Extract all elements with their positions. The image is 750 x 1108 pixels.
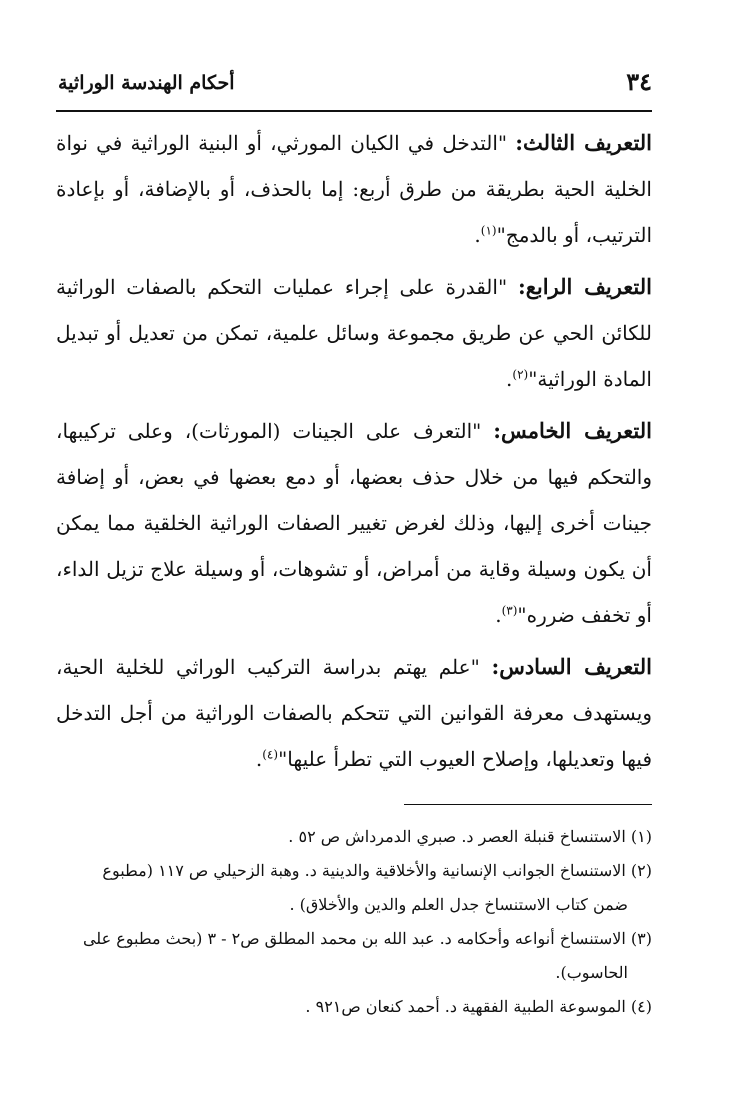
footnote-ref: (٢) <box>512 367 529 382</box>
definition-label: التعريف الثالث: <box>515 130 653 155</box>
footnote-3-continued: الحاسوب). <box>555 963 628 982</box>
definition-label: التعريف السادس: <box>491 654 652 679</box>
definition-text: "القدرة على إجراء عمليات التحكم بالصفات الوراثية للكائن الحي عن طريق مجموعة وسائل علمية، تمكن من تعديل أو تبديل المادة الوراثية" <box>56 275 652 391</box>
footnote-ref: (٤) <box>262 747 279 762</box>
header-divider <box>56 110 652 112</box>
footnote-2: (٢) الاستنساخ الجوانب الإنسانية والأخلاقية والدينية د. وهبة الزحيلي ص ١١٧ (مطبوع <box>102 861 652 880</box>
definition-label: التعريف الرابع: <box>517 274 652 299</box>
paragraph-end: . <box>474 223 481 247</box>
paragraph-end: . <box>506 367 513 391</box>
main-text <box>56 120 652 788</box>
running-header <box>58 66 652 102</box>
definition-5-paragraph <box>56 408 652 638</box>
definition-4-paragraph <box>56 264 652 402</box>
footnote-3: (٣) الاستنساخ أنواعه وأحكامه د. عبد الله بن محمد المطلق ص٢ - ٣ (بحث مطبوع على <box>82 929 652 948</box>
definition-text: "التعرف على الجينات (المورثات)، وعلى تركيبها، والتحكم فيها من خلال حذف بعضها، أو دمع بعضها في بعض، أو إضافة جينات أخرى إليها، وذلك لغرض تغيير الصفات الوراثية الخلقية مما يمكن أن يكون وسيلة وقاية من أمراض، أو تشوهات، أو وسيلة علاج تزيل الداء، أو تخفف ضرره" <box>56 419 652 627</box>
definition-text: "علم يهتم بدراسة التركيب الوراثي للخلية الحية، ويستهدف معرفة القوانين التي تتحكم بالصفات الوراثية من أجل التدخل فيها وتعديلها، وإصلاح العيوب التي تطرأ عليها" <box>56 655 652 771</box>
definition-label: التعريف الخامس: <box>493 418 652 443</box>
footnote-divider <box>404 804 652 805</box>
definition-3-paragraph <box>56 120 652 258</box>
running-title: أحكام الهندسة الوراثية <box>58 72 235 94</box>
footnote-1: (١) الاستنساخ قنبلة العصر د. صبري الدمرداش ص ٥٢ . <box>288 827 652 846</box>
footnote-4: (٤) الموسوعة الطبية الفقهية د. أحمد كنعان ص٩٢١ . <box>305 997 652 1016</box>
definition-text: "التدخل في الكيان المورثي، أو البنية الوراثية في نواة الخلية الحية بطريقة من طرق أربع: إما بالحذف، أو بالإضافة، أو بإعادة الترتيب، أو بالدمج" <box>56 131 652 247</box>
footnote-ref: (١) <box>480 223 497 238</box>
page-number: ٣٤ <box>626 67 652 96</box>
paragraph-end: . <box>255 747 263 771</box>
footnote-ref: (٣) <box>501 603 518 618</box>
footnotes <box>56 820 652 1024</box>
footnote-2-continued: ضمن كتاب الاستنساخ جدل العلم والدين والأخلاق) . <box>289 895 628 914</box>
paragraph-end: . <box>495 603 502 627</box>
definition-6-paragraph <box>56 644 652 782</box>
